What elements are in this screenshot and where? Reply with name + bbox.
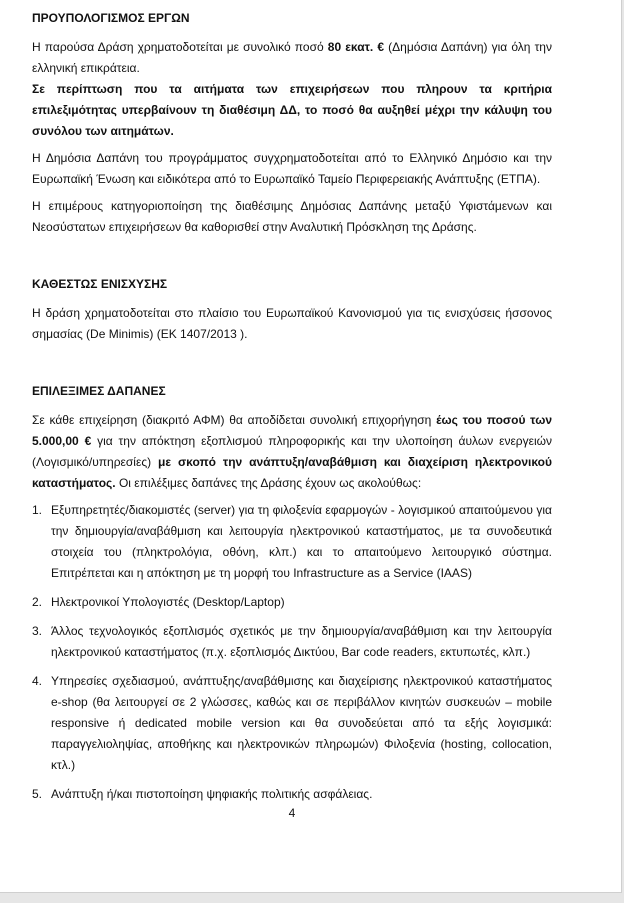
list-item-number: 4. xyxy=(32,674,43,688)
eligible-paragraph-1 xyxy=(32,410,552,494)
list-item-number: 2. xyxy=(32,595,43,609)
eligible-p1-text-mid: για την απόκτηση εξοπλισμού πληροφορικής και την υλοποίηση άυλων ενεργειών (Λογισμικό/υπηρεσίες) xyxy=(32,434,553,469)
list-item xyxy=(32,784,552,805)
list-item-number: 3. xyxy=(32,624,43,638)
eligible-expenses-list xyxy=(32,500,552,805)
page-content xyxy=(32,8,552,805)
budget-paragraph-1 xyxy=(32,37,552,79)
eligible-amount: έως του ποσού των 5.000,00 € xyxy=(32,413,553,448)
list-item-text: Υπηρεσίες σχεδιασμού, ανάπτυξης/αναβάθμισης και διαχείρισης ηλεκτρονικού καταστήματος e-shop (θα λειτουργεί σε 2 γλώσσες, καθώς και σε περιβάλλον κινητών συσκευών – mobile responsive ή dedicated mobile version και θα συνοδεύεται από τα εξής λογισμικά: παραγγελιοληψίας, αποθήκης και ηλεκτρονικών πληρωμών) Φιλοξενία (hosting, collocation, κτλ.) xyxy=(51,674,552,772)
aid-paragraph-1: Η δράση χρηματοδοτείται στο πλαίσιο του Ευρωπαϊκού Κανονισμού για τις ενισχύσεις ήσσονος σημασίας (De Minimis) (ΕΚ 1407/2013 ). xyxy=(32,306,552,341)
list-item xyxy=(32,621,552,663)
list-item-text: Άλλος τεχνολογικός εξοπλισμός σχετικός με την δημιουργία/αναβάθμιση και την λειτουργία ηλεκτρονικού καταστήματος (π.χ. εξοπλισμός Δικτύου, Bar code readers, εκτυπωτές, κλπ.) xyxy=(51,624,552,659)
budget-p2-bold: Σε περίπτωση που τα αιτήματα των επιχειρήσεων που πληρουν τα κριτήρια επιλεξιμότητας υπερβαίνουν τη διαθέσιμη ΔΔ, το ποσό θα αυξηθεί μέχρι την κάλυψη του συνόλου των αιτημάτων. xyxy=(32,82,552,138)
budget-paragraph-4: Η επιμέρους κατηγοριοποίηση της διαθέσιμης Δημόσιας Δαπάνης μεταξύ Υφιστάμενων και Νεοσύστατων επιχειρήσεων θα καθορισθεί στην Αναλυτική Πρόσκληση της Δράσης. xyxy=(32,199,552,234)
page-gap xyxy=(0,893,624,903)
list-item xyxy=(32,671,552,776)
eligible-p1-text-end: Οι επιλέξιμες δαπάνες της Δράσης έχουν ως ακολούθως: xyxy=(115,476,422,490)
budget-amount: 80 εκατ. € xyxy=(327,40,385,54)
list-item-text: Εξυπηρετητές/διακομιστές (server) για τη φιλοξενία εφαρμογών - λογισμικού απαιτούμενου για την δημιουργία/αναβάθμιση και λειτουργία ηλεκτρονικού καταστήματος, με τα συνοδευτικά στοιχεία του (πληκτρολόγια, οθόνη, κλπ.) και το απαιτούμενο λειτουργικό σύστημα. Επιτρέπεται και η απόκτηση με τη μορφή του Infrastructure as a Service (IAAS) xyxy=(51,503,552,580)
budget-p1-text-end: (Δημόσια Δαπάνη) για όλη την ελληνική επικράτεια. xyxy=(32,40,552,75)
list-item xyxy=(32,500,552,584)
budget-paragraph-3: Η Δημόσια Δαπάνη του προγράμματος συγχρηματοδοτείται από το Ελληνικό Δημόσιο και την Ευρωπαϊκή Ένωση και ειδικότερα από το Ευρωπαϊκό Ταμείο Περιφερειακής Ανάπτυξης (ΕΤΠΑ). xyxy=(32,151,552,186)
budget-paragraph-2 xyxy=(32,79,552,142)
heading-budget: ΠΡΟΥΠΟΛΟΓΙΣΜΟΣ ΕΡΓΩΝ xyxy=(32,11,190,25)
eligible-purpose: με σκοπό την ανάπτυξη/αναβάθμιση και διαχείριση ηλεκτρονικού καταστήματος. xyxy=(32,455,552,490)
list-item-number: 5. xyxy=(32,787,43,801)
list-item xyxy=(32,592,552,613)
heading-eligible-expenses: ΕΠΙΛΕΞΙΜΕΣ ΔΑΠΑΝΕΣ xyxy=(32,384,166,398)
eligible-p1-text: Σε κάθε επιχείρηση (διακριτό ΑΦΜ) θα αποδίδεται συνολική επιχορήγηση xyxy=(32,413,437,427)
heading-aid-regime: ΚΑΘΕΣΤΩΣ ΕΝΙΣΧΥΣΗΣ xyxy=(32,277,168,291)
list-item-number: 1. xyxy=(32,503,43,517)
list-item-text: Ηλεκτρονικοί Υπολογιστές (Desktop/Laptop) xyxy=(51,595,285,609)
list-item-text: Ανάπτυξη ή/και πιστοποίηση ψηφιακής πολιτικής ασφάλειας. xyxy=(51,787,373,801)
page-number: 4 xyxy=(288,806,296,820)
budget-p1-text: Η παρούσα Δράση χρηματοδοτείται με συνολικό ποσό xyxy=(32,40,328,54)
